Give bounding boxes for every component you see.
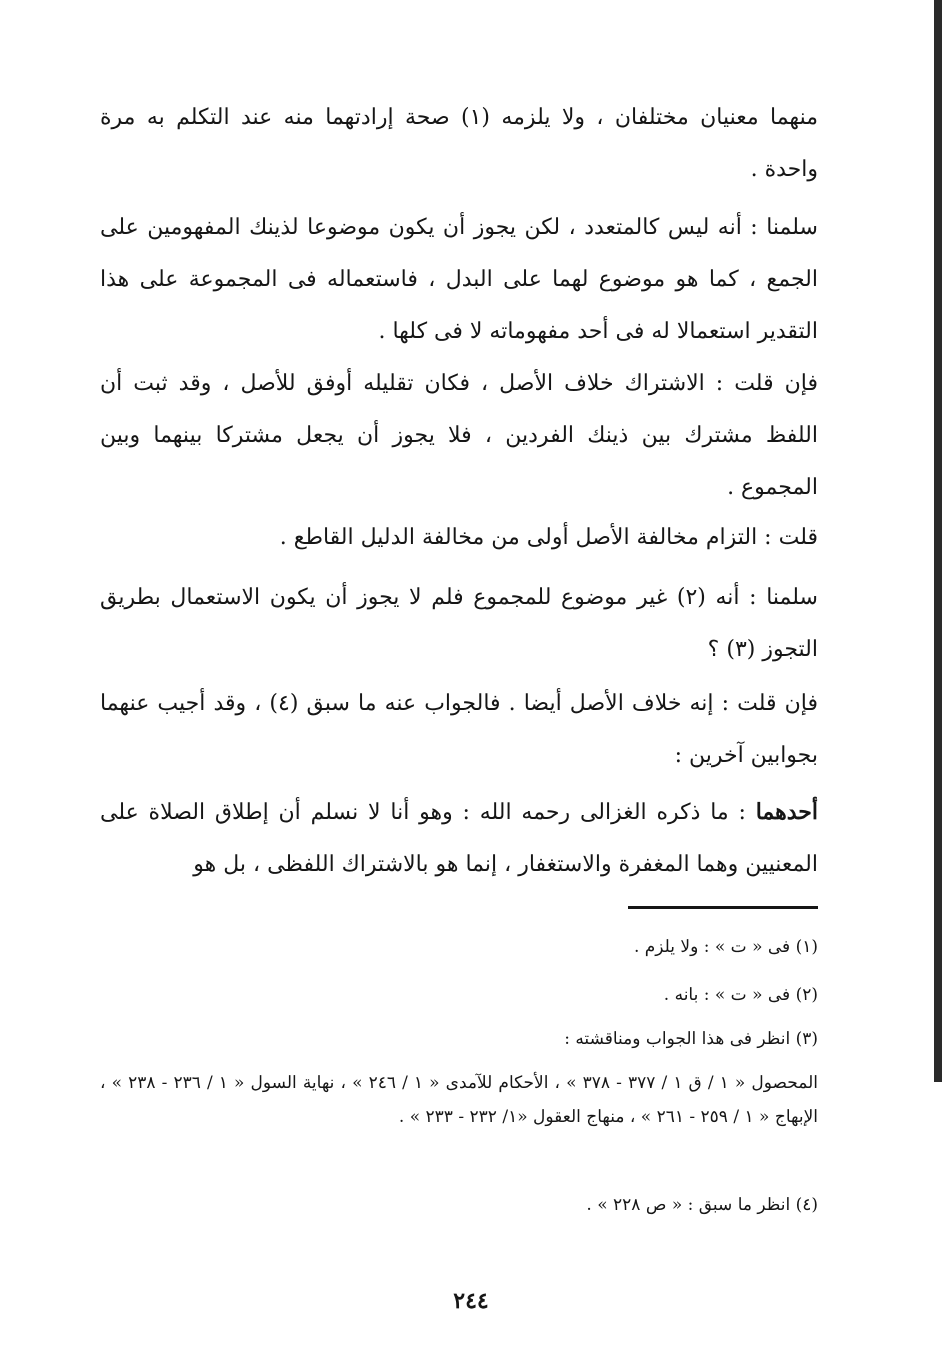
paragraph-3: فإن قلت : الاشتراك خلاف الأصل ، فكان تقليله أوفق للأصل ، وقد ثبت أن اللفظ مشترك بين ذينك الفردين ، فلا يجوز أن يجعل مشتركا بينهما وبين المجموع .	[100, 371, 818, 500]
paragraph-7-lead: أحدهما	[755, 799, 818, 825]
footnote-2: (٢) فى « ت » : بانه .	[663, 985, 818, 1005]
footnote-divider	[628, 906, 818, 909]
scan-edge-gap	[934, 1082, 942, 1345]
footnote-3: (٣) انظر فى هذا الجواب ومناقشته :	[564, 1029, 818, 1049]
footnote-3-references: المحصول « ١ / ق ١ / ٣٧٧ - ٣٧٨ » ، الأحكام للآمدى « ١ / ٢٤٦ » ، نهاية السول « ١ / ٢٣٦ - ٢٣٨ » ، الإبهاج « ١ / ٢٥٩ - ٢٦١ » ، منهاج العقول «١/ ٢٣٢ - ٢٣٣ » .	[100, 1073, 818, 1127]
footnote-1: (١) فى « ت » : ولا يلزم .	[633, 937, 818, 957]
paragraph-5: سلمنا : أنه (٢) غير موضوع للمجموع فلم لا يجوز أن يكون الاستعمال بطريق التجوز (٣) ؟	[100, 585, 818, 662]
paragraph-1: منهما معنيان مختلفان ، ولا يلزمه (١) صحة إرادتهما منه عند التكلم به مرة واحدة .	[100, 105, 818, 182]
paragraph-2: سلمنا : أنه ليس كالمتعدد ، لكن يجوز أن يكون موضوعا لذينك المفهومين على الجمع ، كما هو موضوع لهما على البدل ، فاستعماله فى المجموعة على هذا التقدير استعمالا له فى أحد مفهوماته لا فى كلها .	[100, 215, 818, 344]
paragraph-7-text: : ما ذكره الغزالى رحمه الله : وهو أنا لا نسلم أن إطلاق الصلاة على المعنيين وهما المغفرة والاستغفار ، إنما هو بالاشتراك اللفظى ، بل هو	[100, 800, 818, 877]
paragraph-4: قلت : التزام مخالفة الأصل أولى من مخالفة الدليل القاطع .	[279, 525, 818, 550]
footnote-4: (٤) انظر ما سبق : « ص ٢٢٨ » .	[586, 1195, 818, 1215]
paragraph-7	[100, 786, 818, 891]
page-number: ٢٤٤	[453, 1288, 489, 1314]
paragraph-6: فإن قلت : إنه خلاف الأصل أيضا . فالجواب عنه ما سبق (٤) ، وقد أجيب عنهما بجوابين آخرين :	[100, 691, 818, 768]
